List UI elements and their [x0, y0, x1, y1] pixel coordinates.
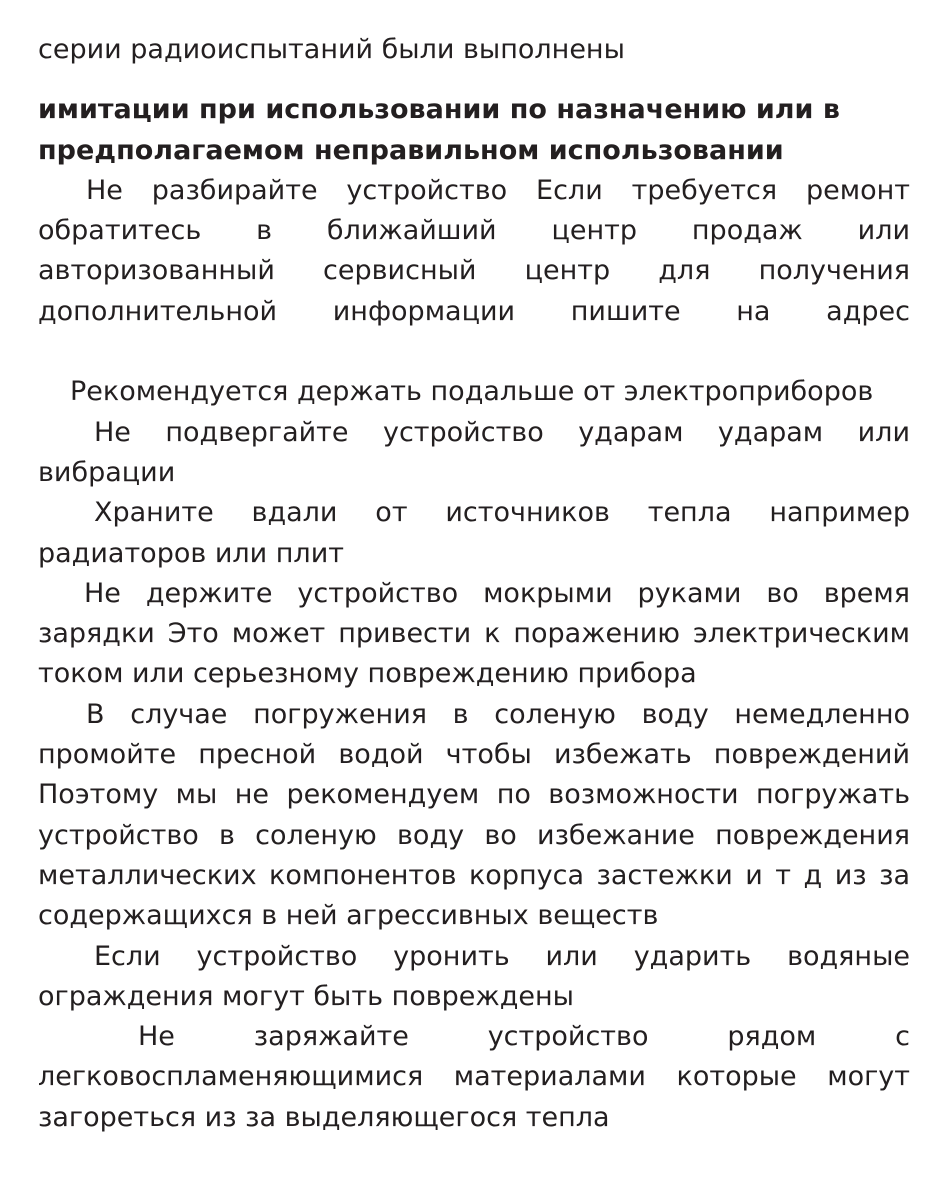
salt-water-line-2: промойте пресной водой чтобы избежать повреждений — [38, 739, 910, 771]
flammable-line-1: Не заряжайте устройство рядом с — [138, 1021, 910, 1053]
heading-line-2: предполагаемом неправильном использовании — [38, 134, 784, 166]
heat-line-1: Храните вдали от источников тепла например — [94, 497, 910, 529]
repair-line-3: авторизованный сервисный центр для получения — [38, 255, 910, 287]
wet-hands-line-2: зарядки Это может привести к поражению электрическим — [38, 618, 910, 650]
repair-line-2: обратитесь в ближайший центр продаж или — [38, 215, 910, 247]
wet-hands-line-1: Не держите устройство мокрыми руками во время — [84, 577, 910, 609]
spacer — [38, 70, 910, 90]
intro-line: серии радиоиспытаний были выполнены — [38, 34, 625, 65]
repair-line-4: дополнительной информации пишите на адрес — [38, 295, 910, 327]
spacer — [38, 332, 910, 372]
flammable-line-2: легковоспламеняющимися материалами которые могут — [38, 1061, 910, 1093]
electro-line: Рекомендуется держать подальше от электроприборов — [70, 376, 874, 408]
flammable-line-3: загореться из за выделяющегося тепла — [38, 1101, 610, 1133]
drop-line-1: Если устройство уронить или ударить водяные — [94, 940, 910, 972]
wet-hands-line-3: током или серьезному повреждению прибора — [38, 658, 697, 690]
salt-water-line-6: содержащихся в ней агрессивных веществ — [38, 900, 659, 932]
shock-line-1: Не подвергайте устройство ударам ударам или — [94, 416, 910, 448]
salt-water-line-5: металлических компонентов корпуса застежки и т д из за — [38, 859, 910, 891]
shock-line-2: вибрации — [38, 456, 176, 488]
heat-line-2: радиаторов или плит — [38, 537, 344, 569]
heading-line-1: имитации при использовании по назначению или в — [38, 94, 840, 126]
salt-water-line-1: В случае погружения в соленую воду немедленно — [86, 698, 910, 730]
drop-line-2: ограждения могут быть повреждены — [38, 980, 574, 1012]
salt-water-line-3: Поэтому мы не рекомендуем по возможности погружать — [38, 779, 910, 811]
salt-water-line-4: устройство в соленую воду во избежание повреждения — [38, 819, 910, 851]
repair-line-1: Не разбирайте устройство Если требуется ремонт — [86, 174, 910, 206]
document-page — [38, 30, 910, 1138]
